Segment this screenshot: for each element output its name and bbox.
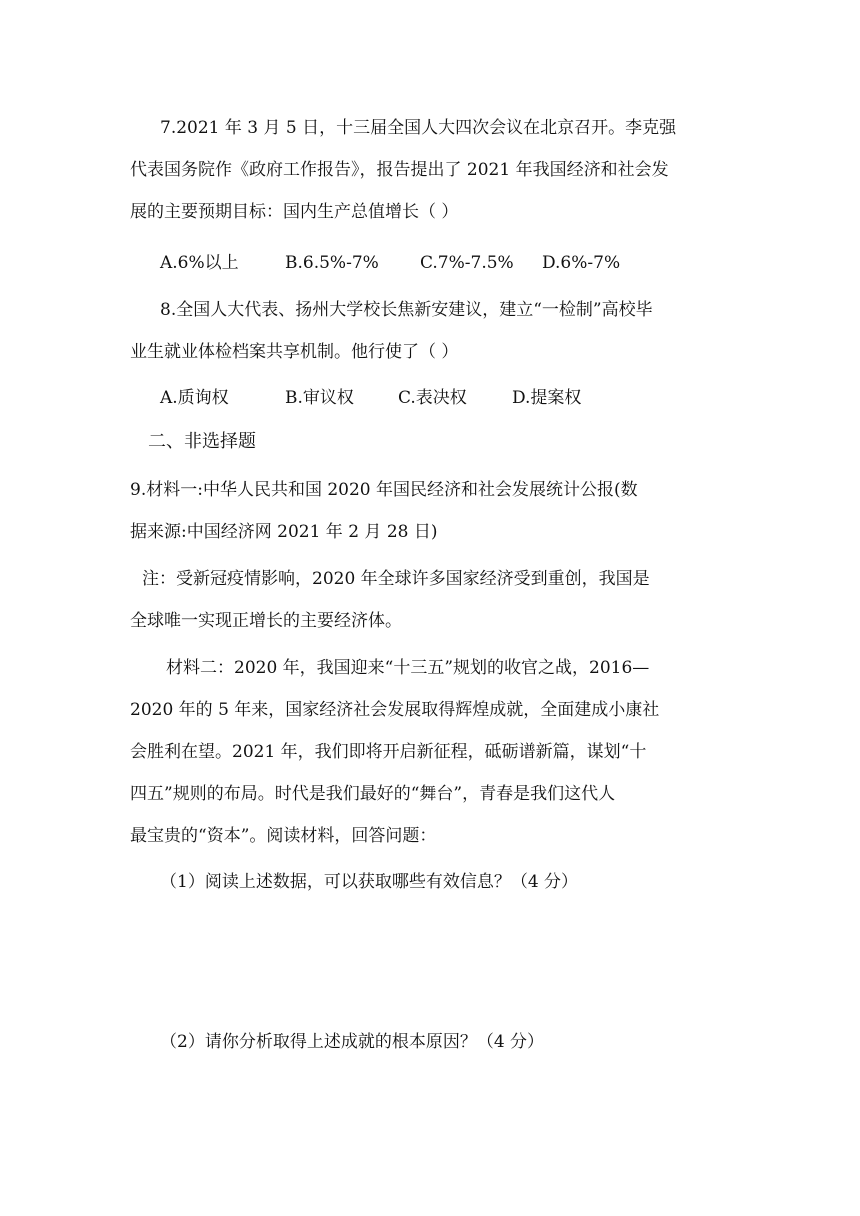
q8-option-b: B.审议权 bbox=[285, 388, 354, 408]
q9-subquestion-1: （1）阅读上述数据，可以获取哪些有效信息？（4 分） bbox=[160, 872, 579, 892]
q9-material2-line-4: 四五”规则的布局。时代是我们最好的“舞台”，青春是我们这代人 bbox=[130, 784, 616, 804]
q8-line-1: 8.全国人大代表、扬州大学校长焦新安建议，建立“一检制”高校毕 bbox=[160, 300, 653, 320]
q9-subquestion-2: （2）请你分析取得上述成就的根本原因？（4 分） bbox=[160, 1032, 545, 1052]
q9-material2-line-1: 材料二：2020 年，我国迎来“十三五”规划的收官之战，2016— bbox=[166, 658, 650, 678]
q8-line-2: 业生就业体检档案共享机制。他行使了（ ） bbox=[130, 342, 459, 362]
q7-option-a: A.6%以上 bbox=[160, 253, 239, 273]
q8-option-c: C.表决权 bbox=[398, 388, 467, 408]
section-title: 二、非选择题 bbox=[148, 431, 256, 452]
q7-line-2: 代表国务院作《政府工作报告》，报告提出了 2021 年我国经济和社会发 bbox=[130, 160, 669, 180]
q9-note-line-1: 注：受新冠疫情影响，2020 年全球许多国家经济受到重创，我国是 bbox=[142, 569, 650, 589]
q9-material1-line-1: 9.材料一:中华人民共和国 2020 年国民经济和社会发展统计公报(数 bbox=[130, 480, 638, 500]
q7-option-c: C.7%-7.5% bbox=[420, 253, 514, 273]
q9-note-line-2: 全球唯一实现正增长的主要经济体。 bbox=[130, 611, 402, 631]
q7-line-1: 7.2021 年 3 月 5 日，十三届全国人大四次会议在北京召开。李克强 bbox=[160, 118, 677, 138]
q7-option-b: B.6.5%-7% bbox=[285, 253, 379, 273]
q9-material2-line-2: 2020 年的 5 年来，国家经济社会发展取得辉煌成就，全面建成小康社 bbox=[130, 700, 660, 720]
q9-material2-line-5: 最宝贵的“资本”。阅读材料，回答问题： bbox=[130, 826, 437, 846]
q8-option-d: D.提案权 bbox=[512, 388, 582, 408]
q7-line-3: 展的主要预期目标：国内生产总值增长（ ） bbox=[130, 202, 459, 222]
q8-option-a: A.质询权 bbox=[160, 388, 229, 408]
q7-option-d: D.6%-7% bbox=[542, 253, 621, 273]
q9-material2-line-3: 会胜利在望。2021 年，我们即将开启新征程，砥砺谱新篇，谋划“十 bbox=[130, 742, 647, 762]
q9-material1-line-2: 据来源:中国经济网 2021 年 2 月 28 日) bbox=[130, 522, 438, 542]
